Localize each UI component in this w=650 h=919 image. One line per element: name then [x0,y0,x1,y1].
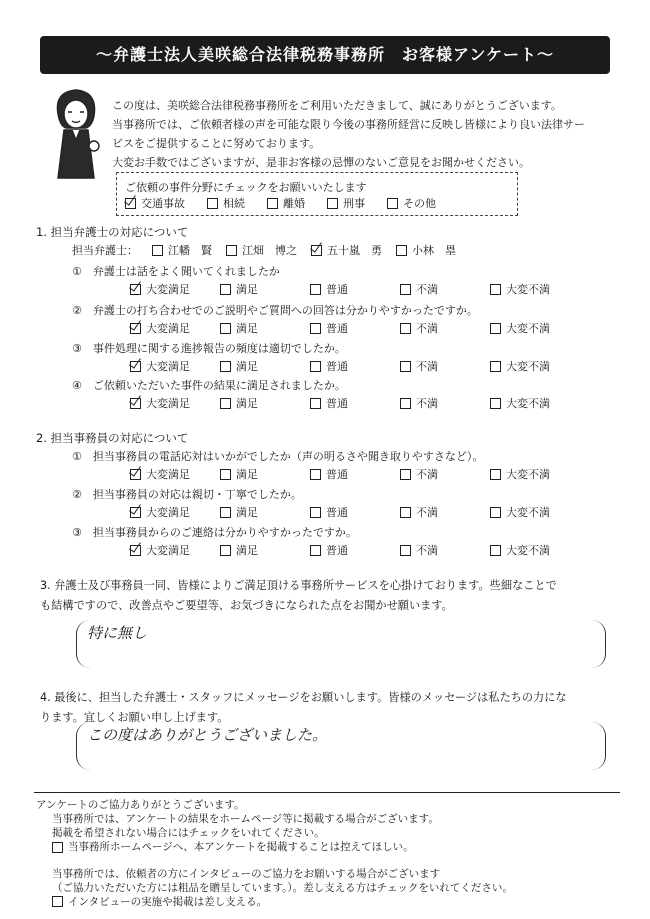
rating-option[interactable] [400,395,490,411]
checkbox[interactable] [400,507,411,518]
footer-text: 当事務所では、依頼者の方にインタビューのご協力をお願いする場合がございます [52,867,441,880]
rating-scale [130,466,580,482]
footer-text: （ご協力いただいた方には粗品を贈呈しています。）。差し支える方はチェックをいれてください。 [52,881,513,894]
footer-thanks: アンケートのご協力ありがとうございます。 [36,799,245,811]
checkbox[interactable] [490,398,501,409]
rating-option[interactable] [490,466,580,482]
footer-option-label: 当事務所ホームページへ、本アンケートを掲載することは控えてほしい。 [68,841,414,853]
rating-option[interactable] [490,358,580,374]
rating-label: 普通 [326,468,348,481]
rating-label: 大変不満 [506,397,550,410]
rating-scale [130,504,580,520]
rating-option[interactable] [400,466,490,482]
rating-option[interactable] [310,542,400,558]
rating-label: 大変満足 [146,322,190,335]
rating-option[interactable] [400,358,490,374]
intro-line: 当事務所では、ご依頼者様の声を可能な限り今後の事務所経営に反映し皆様により良い法律サー [112,118,585,131]
rating-label: 不満 [416,360,438,373]
rating-option[interactable] [310,466,400,482]
rating-label: 満足 [236,360,258,373]
checkbox[interactable] [310,284,321,295]
case-type-option[interactable] [267,195,305,211]
rating-option[interactable] [490,281,580,297]
rating-scale [130,542,580,558]
rating-option[interactable] [400,504,490,520]
intro-line: ビスをご提供することに努めております。 [112,137,321,150]
question-text: ② 弁護士の打ち合わせでのご説明やご質問への回答は分かりやすかったですか。 [72,304,478,317]
lawyer-option[interactable] [396,242,456,258]
checkbox[interactable] [400,284,411,295]
rating-option[interactable] [490,542,580,558]
checkbox[interactable] [220,361,231,372]
lawyer-label: 担当弁護士： [72,244,138,257]
rating-option[interactable] [490,395,580,411]
checkbox[interactable] [207,198,218,209]
lawyer-name: 五十嵐 勇 [327,244,382,257]
rating-option[interactable] [220,281,310,297]
case-type-box [116,172,518,216]
rating-option[interactable] [310,281,400,297]
checkbox[interactable] [310,361,321,372]
checkbox[interactable] [490,469,501,480]
intro-line: この度は、美咲総合法律税務事務所をご利用いただきまして、誠にありがとうございます。 [112,99,562,112]
rating-option[interactable] [490,320,580,336]
rating-option[interactable] [400,281,490,297]
question-text: ③ 事件処理に関する進捗報告の頻度は適切でしたか。 [72,342,346,355]
rating-option[interactable] [310,320,400,336]
question-text: ④ ご依頼いただいた事件の結果に満足されましたか。 [72,379,346,392]
rating-label: 大変満足 [146,468,190,481]
rating-option[interactable] [310,504,400,520]
rating-label: 不満 [416,397,438,410]
rating-option[interactable] [220,542,310,558]
footer-text: 当事務所では、アンケートの結果をホームページ等に掲載する場合がございます。 [52,813,439,825]
checkbox[interactable] [387,198,398,209]
rating-option[interactable] [130,542,220,558]
rating-label: 大変不満 [506,283,550,296]
lawyer-option[interactable] [152,242,212,258]
rating-option[interactable] [220,320,310,336]
rating-scale [130,358,580,374]
section3-line: 3. 弁護士及び事務員一同、皆様によりご満足頂ける事務所サービスを心掛けております。些細なことで [40,579,557,592]
rating-option[interactable] [130,281,220,297]
section3-answer-box[interactable] [76,620,606,668]
rating-label: 不満 [416,506,438,519]
rating-option[interactable] [220,504,310,520]
section4-answer-box[interactable] [76,722,606,770]
question-text: ① 弁護士は話をよく聞いてくれましたか [72,265,280,278]
checkbox-checked[interactable] [125,198,136,209]
rating-option[interactable] [220,466,310,482]
checkbox-checked[interactable] [130,507,141,518]
rating-option[interactable] [130,358,220,374]
checkbox[interactable] [400,361,411,372]
checkbox[interactable] [220,323,231,334]
case-type-option[interactable] [327,195,365,211]
lawyer-option[interactable] [226,242,297,258]
checkbox-checked[interactable] [130,323,141,334]
rating-label: 普通 [326,360,348,373]
checkbox[interactable] [310,323,321,334]
option-label: その他 [403,197,436,210]
rating-label: 満足 [236,468,258,481]
checkbox[interactable] [396,245,407,256]
question-text: ① 担当事務員の電話応対はいかがでしたか（声の明るさや聞き取りやすさなど）。 [72,450,484,463]
rating-label: 普通 [326,397,348,410]
rating-scale [130,281,580,297]
option-label: 刑事 [343,197,365,210]
rating-label: 大変満足 [146,283,190,296]
rating-label: 普通 [326,506,348,519]
section4-handwritten-answer: この度はありがとうございました。 [87,726,328,744]
rating-label: 満足 [236,397,258,410]
rating-option[interactable] [220,395,310,411]
rating-label: 満足 [236,506,258,519]
rating-label: 大変不満 [506,506,550,519]
rating-scale [130,320,580,336]
footer-option-label: インタビューの実施や掲載は差し支える。 [68,895,268,908]
section1-heading: 1. 担当弁護士の対応について [36,225,189,239]
checkbox[interactable] [226,245,237,256]
checkbox[interactable] [327,198,338,209]
rating-label: 大変不満 [506,322,550,335]
checkbox[interactable] [52,842,63,853]
rating-label: 不満 [416,283,438,296]
checkbox[interactable] [220,469,231,480]
case-type-prompt: ご依頼の事件分野にチェックをお願いいたします [125,181,367,194]
person-icon [57,90,99,178]
staff-illustration [44,84,108,180]
checkbox[interactable] [400,398,411,409]
checkbox[interactable] [490,507,501,518]
rating-label: 大変満足 [146,360,190,373]
rating-label: 普通 [326,322,348,335]
intro-text [112,96,622,172]
checkbox[interactable] [400,469,411,480]
intro-line: 大変お手数ではございますが、是非お客様の忌憚のないご意見をお聞かせください。 [112,156,530,169]
checkbox[interactable] [310,398,321,409]
checkbox[interactable] [152,245,163,256]
rating-label: 大変満足 [146,397,190,410]
rating-label: 大変満足 [146,506,190,519]
lawyer-selector [72,242,456,258]
checkbox[interactable] [52,896,63,907]
rating-option[interactable] [310,395,400,411]
checkbox[interactable] [490,323,501,334]
lawyer-name: 江畑 博之 [242,244,297,257]
footer [36,798,513,911]
lawyer-option[interactable] [311,242,382,258]
rating-option[interactable] [310,358,400,374]
case-type-option[interactable] [387,195,436,211]
rating-scale [130,395,580,411]
rating-label: 大変満足 [146,544,190,557]
rating-label: 普通 [326,544,348,557]
lawyer-name: 江幡 賢 [168,244,212,257]
checkbox[interactable] [220,545,231,556]
checkbox[interactable] [310,545,321,556]
checkbox[interactable] [220,398,231,409]
checkbox[interactable] [400,545,411,556]
checkbox-checked[interactable] [311,245,322,256]
option-label: 交通事故 [141,197,185,210]
case-type-option[interactable] [207,195,245,211]
rating-option[interactable] [490,504,580,520]
rating-label: 不満 [416,322,438,335]
case-type-option[interactable] [125,195,185,211]
rating-option[interactable] [130,320,220,336]
survey-title-banner [40,36,610,74]
case-type-options [125,195,436,211]
footer-option[interactable] [36,895,267,909]
section2-heading: 2. 担当事務員の対応について [36,431,189,445]
rating-option[interactable] [130,504,220,520]
section3-text [40,576,625,616]
section3-handwritten-answer: 特に無し [87,624,148,642]
checkbox-checked[interactable] [130,361,141,372]
rating-option[interactable] [220,358,310,374]
checkbox-checked[interactable] [130,284,141,295]
rating-option[interactable] [400,542,490,558]
rating-option[interactable] [130,466,220,482]
footer-option[interactable] [36,840,414,854]
option-label: 離婚 [283,197,305,210]
checkbox[interactable] [310,507,321,518]
survey-title: ～弁護士法人美咲総合法律税務事務所 お客様アンケート～ [95,45,555,64]
rating-label: 満足 [236,283,258,296]
section4-line: ります。宜しくお願い申し上げます。 [40,711,229,724]
rating-label: 不満 [416,544,438,557]
checkbox[interactable] [490,361,501,372]
question-text: ③ 担当事務員からのご連絡は分かりやすかったですか。 [72,526,357,539]
footer-text: 掲載を希望されない場合にはチェックをいれてください。 [52,827,325,839]
rating-label: 不満 [416,468,438,481]
checkbox-checked[interactable] [130,545,141,556]
rating-option[interactable] [130,395,220,411]
checkbox-checked[interactable] [130,398,141,409]
rating-option[interactable] [400,320,490,336]
rating-label: 大変不満 [506,468,550,481]
footer-divider [34,792,620,793]
checkbox[interactable] [400,323,411,334]
question-text: ② 担当事務員の対応は親切・丁寧でしたか。 [72,488,302,501]
rating-label: 大変不満 [506,544,550,557]
rating-label: 満足 [236,544,258,557]
rating-label: 大変不満 [506,360,550,373]
section4-line: 4. 最後に、担当した弁護士・スタッフにメッセージをお願いします。皆様のメッセージは私たちの力にな [40,691,567,704]
checkbox[interactable] [267,198,278,209]
checkbox[interactable] [220,507,231,518]
lawyer-name: 小林 塁 [412,244,456,257]
checkbox[interactable] [310,469,321,480]
section3-line: も結構ですので、改善点やご要望等、お気づきになられた点をお聞かせ願います。 [40,599,453,612]
checkbox[interactable] [490,545,501,556]
rating-label: 普通 [326,283,348,296]
checkbox-checked[interactable] [130,469,141,480]
option-label: 相続 [223,197,245,210]
checkbox[interactable] [490,284,501,295]
rating-label: 満足 [236,322,258,335]
checkbox[interactable] [220,284,231,295]
